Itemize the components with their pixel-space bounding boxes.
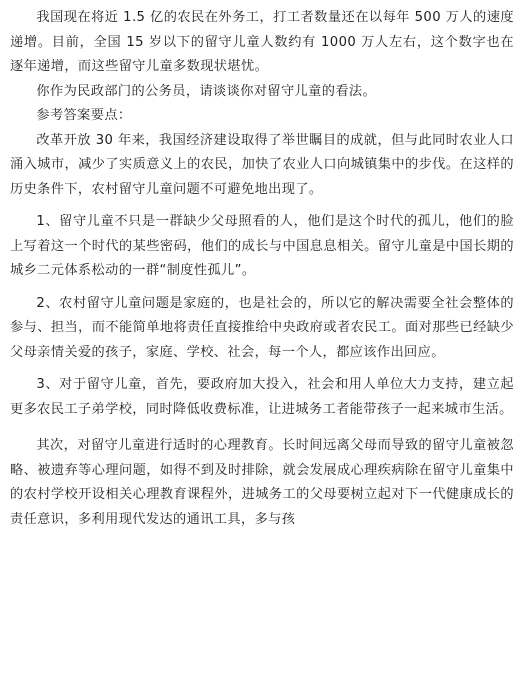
question-paragraph: 你作为民政部门的公务员，请谈谈你对留守儿童的看法。 bbox=[36, 83, 377, 99]
paragraph-gap bbox=[10, 202, 514, 210]
answer-paragraph-intro: 改革开放 30 年来，我国经济建设取得了举世瞩目的成就，但与此同时农业人口涌入城市，减少了实质意义上的农民，加快了农业人口向城镇集中的步伐。在这样的历史条件下，农村留守儿童问题不可避免地出现了。 bbox=[10, 132, 514, 197]
paragraph-gap bbox=[10, 422, 514, 434]
answer-point-3: 3、对于留守儿童，首先，要政府加大投入，社会和用人单位大力支持，建立起更多农民工子弟学校，同时降低收费标准，让进城务工者能带孩子一起来城市生活。 bbox=[10, 377, 514, 417]
paragraph-gap bbox=[10, 365, 514, 373]
answer-point-1: 1、留守儿童不只是一群缺少父母照看的人，他们是这个时代的孤儿，他们的脸上写着这一个时代的某些密码，他们的成长与中国息息相关。留守儿童是中国长期的城乡二元体系松动的一群“制度性孤儿”。 bbox=[10, 214, 514, 278]
intro-paragraph-1: 我国现在将近 1.5 亿的农民在外务工，打工者数量还在以每年 500 万人的速度递增。目前，全国 15 岁以下的留守儿童人数约有 1000 万人左右，这个数字也在逐年递增，而这些留守儿童多数现状堪忧。 bbox=[10, 10, 514, 74]
answer-point-2: 2、农村留守儿童问题是家庭的，也是社会的，所以它的解决需要全社会整体的参与、担当，而不能简单地将责任直接推给中央政府或者农民工。面对那些已经缺少父母亲情关爱的孩子，家庭、学校、社会，每一个人，都应该作出回应。 bbox=[10, 295, 514, 360]
answer-point-3-continued: 其次，对留守儿童进行适时的心理教育。长时间远离父母而导致的留守儿童被忽略、被遗弃等心理问题，如得不到及时排除，就会发展成心理疾病除在留守儿童集中的农村学校开设相关心理教育课程外，进城务工的父母要树立起对下一代健康成长的责任意识，多利用现代发达的通讯工具，多与孩 bbox=[10, 438, 514, 527]
paragraph-gap bbox=[10, 284, 514, 292]
answer-heading: 参考答案要点： bbox=[36, 108, 132, 123]
